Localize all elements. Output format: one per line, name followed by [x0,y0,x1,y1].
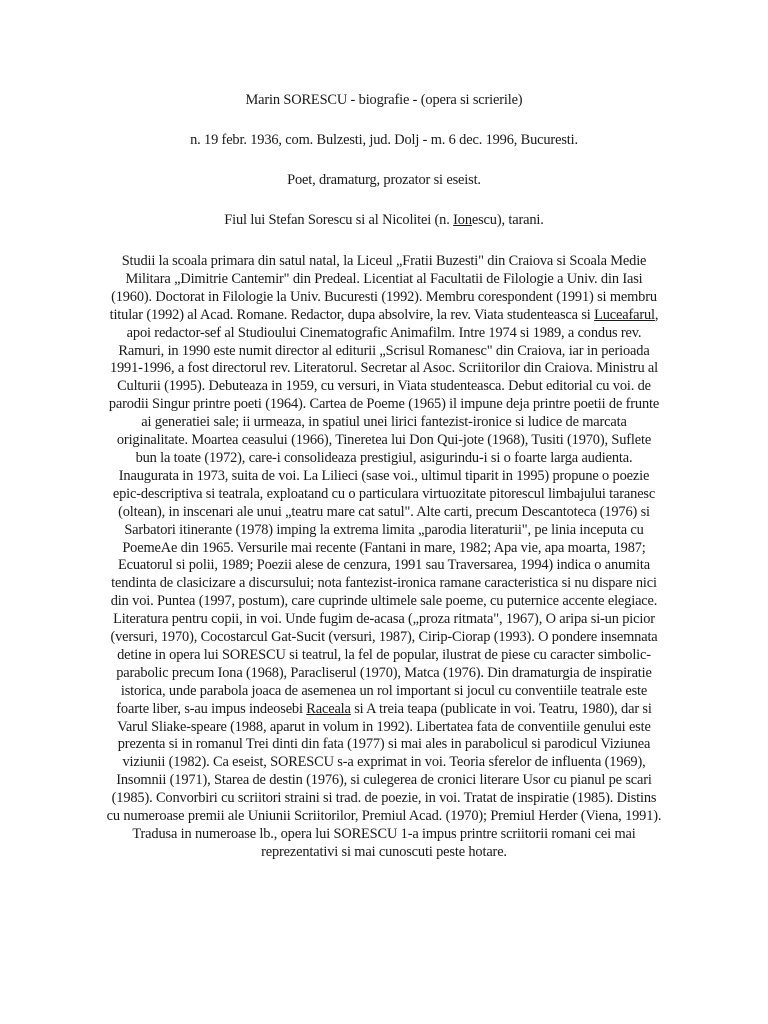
raceala-link[interactable]: Raceala [306,700,351,717]
luceafarul-link[interactable]: Luceafarul [594,306,655,323]
birth-death-dates: n. 19 febr. 1936, com. Bulzesti, jud. Dolj - m. 6 dec. 1996, Bucuresti. [190,132,578,148]
body-part-2: , apoi redactor-sef al Studioului Cinematografic Animafilm. Intre 1974 si 1989, a condus rev. Ramuri, in 1990 este numit director al editurii „Scrisul Romanesc" din Craiova, iar in perioada 1991-1996, a fost directorul rev. Literatorul. Secretar al Asoc. Scriitorilor din Craiova. Ministru al Culturii (1995). Debuteaza in 1959, cu versuri, in Viata studenteasca. Debut editorial cu voi. de parodii Singur printre poeti (1964). Cartea de Poeme (1965) il impune deja printre poetii de frunte ai generatiei sale; ii urmeaza, in spatiul unei lirici fantezist-ironice si ludice de marcata originalitate. Moartea ceasului (1966), Tineretea lui Don Qui-jote (1968), Tusiti (1970), Suflete bun la toate (1972), care-i consolideaza prestigiul, asigurindu-i si o foarte larga audienta. Inaugurata in 1973, suita de voi. La Lilieci (sase voi., ultimul tiparit in 1995) propune o poezie epic-descriptiva si teatrala, exploatand cu o particulara virtuozitate pitorescul limbajului taranesc (oltean), in inscenari ale unui „teatru mare cat satul". Alte carti, precum Descantoteca (1976) si Sarbatori itinerante (1978) imping la extrema limita „parodia literaturii", pe linia inceputa cu PoemeAe din 1965. Versurile mai recente (Fantani in mare, 1982; Apa vie, apa moarta, 1987; Ecuatorul si polii, 1989; Poezii alese de cenzura, 1991 sau Traversarea, 1994) indica o anumita tendinta de clasicizare a discursului; nota fantezist-ironica ramane caracteristica si nu dispare nici din voi. Puntea (1997, postum), care cuprinde ultimele sale poeme, cu puternice accente elegiace. Literatura pentru copii, in voi. Unde fugim de-acasa („proza ritmata", 1967), O aripa si-un picior (versuri, 1970), Cocostarcul Gat-Sucit (versuri, 1987), Cirip-Ciorap (1993). O pondere insemnata detine in opera lui SORESCU si teatrul, la fel de popular, ilustrat de piese cu caracter simbolic-parabolic precum Iona (1968), Paracliserul (1970), Matca (1976). Din dramaturgia de inspiratie istorica, unde parabola joaca de asemenea un rol important si jocul cu conventiile teatrale este foarte liber, s-au impus indeosebi [108,306,660,717]
ion-link[interactable]: Ion [453,212,472,228]
document-page [106,91,662,862]
body-part-3: si A treia teapa (publicate in voi. Teatru, 1980), dar si Varul Sliake-speare (1988, aparut in volum in 1992). Libertatea fata de conventiile genului este prezenta si in romanul Trei dinti din fata (1977) si mai ales in parabolicul si parodicul Viziunea viziunii (1982). Ca eseist, SORESCU s-a exprimat in voi. Teoria sferelor de influenta (1969), Insomnii (1971), Starea de destin (1976), si culegerea de cronici literare Usor cu pianul pe scari (1985). Convorbiri cu scriitori straini si trad. de poezie, in voi. Tratat de inspiratie (1985). Distins cu numeroase premii ale Uniunii Scriitorilor, Premiul Acad. (1970); Premiul Herder (Viena, 1991). Tradusa in numeroase lb., opera lui SORESCU 1-a impus printre scriitorii romani cei mai reprezentativi si mai cunoscuti peste hotare. [106,700,662,860]
parents-line [106,211,662,229]
body-part-1: Studii la scoala primara din satul natal, la Liceul „Fratii Buzesti" din Craiova si Scoala Medie Militara „Dimitrie Cantemir" din Predeal. Licentiat al Facultatii de Filologie a Univ. din Iasi (1960). Doctorat in Filologie la Univ. Bucuresti (1992). Membru corespondent (1991) si membru titular (1992) al Acad. Romane. Redactor, dupa absolvire, la rev. Viata studenteasca si [109,253,657,323]
parents-text-before: Fiul lui Stefan Sorescu si al Nicolitei (n. [224,212,454,228]
profession-line: Poet, dramaturg, prozator si eseist. [287,172,481,188]
document-title: Marin SORESCU - biografie - (opera si scrierile) [245,92,523,108]
parents-text-after: escu), tarani. [471,212,544,228]
biography-body [106,253,662,862]
